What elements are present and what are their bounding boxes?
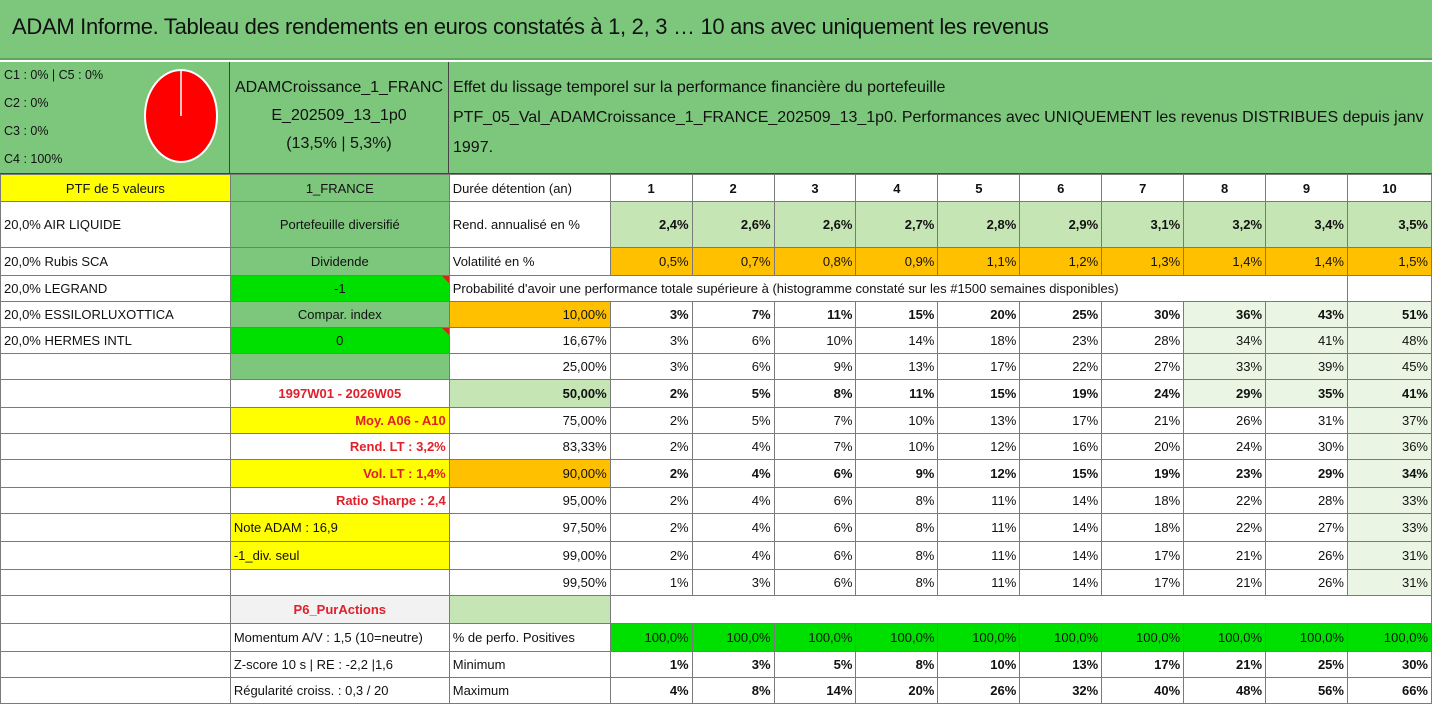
portfolio-name-1: ADAMCroissance_1_FRANC: [234, 79, 444, 96]
minimum-value: 1%: [610, 652, 692, 678]
vol-value: 1,1%: [938, 248, 1020, 276]
rend-value: 2,8%: [938, 202, 1020, 248]
proba-value: 17%: [1020, 408, 1102, 434]
proba-value: 26%: [1266, 542, 1348, 570]
proba-value: 28%: [1102, 328, 1184, 354]
indicator-cell: Dividende: [230, 248, 449, 276]
portfolio-size-label: PTF de 5 valeurs: [1, 175, 231, 202]
proba-value: 6%: [774, 460, 856, 488]
indicator-cell: Régularité croiss. : 0,3 / 20: [230, 678, 449, 704]
proba-value: 2%: [610, 460, 692, 488]
proba-value: 14%: [1020, 542, 1102, 570]
holding-label: [1, 514, 231, 542]
proba-value: 19%: [1102, 460, 1184, 488]
proba-value: 6%: [774, 514, 856, 542]
year-header: 1: [610, 175, 692, 202]
empty-cell: [1347, 276, 1431, 302]
proba-value: 8%: [856, 542, 938, 570]
year-header: 2: [692, 175, 774, 202]
proba-value: 27%: [1102, 354, 1184, 380]
holding-label: [1, 460, 231, 488]
indicator-cell: Rend. LT : 3,2%: [230, 434, 449, 460]
proba-value: 37%: [1347, 408, 1431, 434]
proba-value: 29%: [1266, 460, 1348, 488]
proba-value: 9%: [856, 460, 938, 488]
threshold-value: 90,00%: [449, 460, 610, 488]
rend-value: 3,1%: [1102, 202, 1184, 248]
holding-label: [1, 624, 231, 652]
year-header: 6: [1020, 175, 1102, 202]
positive-value: 100,0%: [1102, 624, 1184, 652]
vol-value: 0,7%: [692, 248, 774, 276]
proba-value: 11%: [774, 302, 856, 328]
proba-value: 4%: [692, 460, 774, 488]
proba-value: 14%: [856, 328, 938, 354]
positive-value: 100,0%: [1020, 624, 1102, 652]
table-row: [1, 408, 1432, 434]
holding-label: [1, 354, 231, 380]
indicator-cell: Vol. LT : 1,4%: [230, 460, 449, 488]
proba-value: 22%: [1184, 514, 1266, 542]
proba-value: 18%: [1102, 514, 1184, 542]
positive-value: 100,0%: [1266, 624, 1348, 652]
proba-value: 14%: [1020, 570, 1102, 596]
allocation-panel: [0, 62, 230, 174]
threshold-value: 99,00%: [449, 542, 610, 570]
proba-value: 6%: [774, 542, 856, 570]
proba-value: 4%: [692, 542, 774, 570]
proba-value: 18%: [1102, 488, 1184, 514]
vol-value: 1,5%: [1347, 248, 1431, 276]
threshold-value: 75,00%: [449, 408, 610, 434]
indicator-cell: [230, 570, 449, 596]
indicator-cell: 1997W01 - 2026W05: [230, 380, 449, 408]
holding-label: 20,0% AIR LIQUIDE: [1, 202, 231, 248]
proba-value: 6%: [692, 354, 774, 380]
proba-value: 13%: [856, 354, 938, 380]
year-header: 7: [1102, 175, 1184, 202]
holding-label: [1, 542, 231, 570]
holding-label: 20,0% HERMES INTL: [1, 328, 231, 354]
threshold-value: 10,00%: [449, 302, 610, 328]
table-row: [1, 488, 1432, 514]
proba-value: 26%: [1184, 408, 1266, 434]
portfolio-name-2: E_202509_13_1p0: [271, 107, 407, 124]
positive-value: 100,0%: [1347, 624, 1431, 652]
proba-value: 26%: [1266, 570, 1348, 596]
threshold-value: 25,00%: [449, 354, 610, 380]
indicator-cell: -1_div. seul: [230, 542, 449, 570]
description-line: 1997.: [453, 139, 494, 156]
proba-value: 31%: [1347, 570, 1431, 596]
proba-value: 2%: [610, 380, 692, 408]
positive-value: 100,0%: [610, 624, 692, 652]
description-line: Effet du lissage temporel sur la performance financière du portefeuille: [453, 79, 946, 96]
proba-value: 8%: [856, 570, 938, 596]
proba-value: 20%: [938, 302, 1020, 328]
positive-value: 100,0%: [692, 624, 774, 652]
maximum-value: 48%: [1184, 678, 1266, 704]
proba-value: 17%: [1102, 570, 1184, 596]
rend-value: 2,6%: [692, 202, 774, 248]
proba-value: 28%: [1266, 488, 1348, 514]
page-title: ADAM Informe. Tableau des rendements en euros constatés à 1, 2, 3 … 10 ans avec uniquement les revenus: [12, 14, 1049, 39]
proba-value: 22%: [1020, 354, 1102, 380]
proba-value: 41%: [1266, 328, 1348, 354]
threshold-value: 16,67%: [449, 328, 610, 354]
proba-value: 4%: [692, 488, 774, 514]
proba-value: 34%: [1347, 460, 1431, 488]
allocation-line: C2 : 0%: [4, 96, 49, 110]
proba-value: 17%: [938, 354, 1020, 380]
proba-value: 14%: [1020, 514, 1102, 542]
proba-value: 36%: [1184, 302, 1266, 328]
proba-value: 25%: [1020, 302, 1102, 328]
proba-value: 2%: [610, 514, 692, 542]
proba-value: 8%: [856, 488, 938, 514]
table-row: [1, 202, 1432, 248]
description-panel: [449, 62, 1432, 174]
year-header: 9: [1266, 175, 1348, 202]
positive-value: 100,0%: [938, 624, 1020, 652]
proba-value: 5%: [692, 408, 774, 434]
proba-value: 7%: [774, 434, 856, 460]
proba-value: 7%: [774, 408, 856, 434]
table-row: [1, 596, 1432, 624]
proba-value: 12%: [938, 434, 1020, 460]
table-row: [1, 328, 1432, 354]
indicator-cell: 1_FRANCE: [230, 175, 449, 202]
proba-value: 31%: [1266, 408, 1348, 434]
vol-value: 1,4%: [1266, 248, 1348, 276]
label-proba: Probabilité d'avoir une performance totale supérieure à (histogramme constaté sur les #1500 semaines disponibles): [449, 276, 1347, 302]
holding-label: [1, 678, 231, 704]
table-row: [1, 175, 1432, 202]
proba-value: 51%: [1347, 302, 1431, 328]
proba-value: 36%: [1347, 434, 1431, 460]
minimum-value: 21%: [1184, 652, 1266, 678]
year-header: 8: [1184, 175, 1266, 202]
proba-value: 7%: [692, 302, 774, 328]
proba-value: 11%: [938, 488, 1020, 514]
minimum-value: 17%: [1102, 652, 1184, 678]
year-header: 5: [938, 175, 1020, 202]
minimum-value: 3%: [692, 652, 774, 678]
vol-value: 1,3%: [1102, 248, 1184, 276]
indicator-cell: Z-score 10 s | RE : -2,2 |1,6: [230, 652, 449, 678]
vol-value: 0,5%: [610, 248, 692, 276]
indicator-cell: Moy. A06 - A10: [230, 408, 449, 434]
proba-value: 48%: [1347, 328, 1431, 354]
empty-cell: [449, 596, 610, 624]
proba-value: 29%: [1184, 380, 1266, 408]
positive-value: 100,0%: [856, 624, 938, 652]
portfolio-stats: (13,5% | 5,3%): [286, 135, 392, 152]
year-header: 4: [856, 175, 938, 202]
proba-value: 35%: [1266, 380, 1348, 408]
allocation-line: C3 : 0%: [4, 124, 49, 138]
proba-value: 3%: [610, 302, 692, 328]
rend-value: 2,9%: [1020, 202, 1102, 248]
proba-value: 1%: [610, 570, 692, 596]
indicator-cell: Compar. index: [230, 302, 449, 328]
proba-value: 23%: [1020, 328, 1102, 354]
positive-value: 100,0%: [774, 624, 856, 652]
proba-value: 10%: [856, 408, 938, 434]
proba-value: 41%: [1347, 380, 1431, 408]
allocation-line: C1 : 0% | C5 : 0%: [4, 68, 104, 82]
holding-label: [1, 596, 231, 624]
indicator-cell: [230, 354, 449, 380]
portfolio-header: [230, 62, 449, 174]
threshold-value: 83,33%: [449, 434, 610, 460]
rend-value: 2,6%: [774, 202, 856, 248]
threshold-value: 95,00%: [449, 488, 610, 514]
proba-value: 39%: [1266, 354, 1348, 380]
holding-label: 20,0% ESSILORLUXOTTICA: [1, 302, 231, 328]
maximum-value: 32%: [1020, 678, 1102, 704]
proba-value: 24%: [1184, 434, 1266, 460]
proba-value: 2%: [610, 542, 692, 570]
proba-value: 30%: [1102, 302, 1184, 328]
proba-value: 2%: [610, 434, 692, 460]
proba-value: 19%: [1020, 380, 1102, 408]
proba-value: 8%: [774, 380, 856, 408]
year-header: 3: [774, 175, 856, 202]
returns-table: [0, 174, 1432, 704]
proba-value: 6%: [774, 488, 856, 514]
proba-value: 21%: [1102, 408, 1184, 434]
proba-value: 8%: [856, 514, 938, 542]
proba-value: 16%: [1020, 434, 1102, 460]
holding-label: [1, 488, 231, 514]
table-row: [1, 460, 1432, 488]
proba-value: 11%: [938, 570, 1020, 596]
minimum-value: 13%: [1020, 652, 1102, 678]
proba-value: 15%: [1020, 460, 1102, 488]
rend-value: 3,2%: [1184, 202, 1266, 248]
maximum-value: 4%: [610, 678, 692, 704]
proba-value: 22%: [1184, 488, 1266, 514]
proba-value: 3%: [610, 354, 692, 380]
proba-value: 2%: [610, 408, 692, 434]
indicator-cell: Portefeuille diversifié: [230, 202, 449, 248]
indicator-cell: Momentum A/V : 1,5 (10=neutre): [230, 624, 449, 652]
threshold-value: 97,50%: [449, 514, 610, 542]
proba-value: 15%: [938, 380, 1020, 408]
table-row: [1, 302, 1432, 328]
maximum-value: 66%: [1347, 678, 1431, 704]
proba-value: 23%: [1184, 460, 1266, 488]
threshold-value: 99,50%: [449, 570, 610, 596]
minimum-value: 8%: [856, 652, 938, 678]
proba-value: 18%: [938, 328, 1020, 354]
indicator-cell: P6_PurActions: [230, 596, 449, 624]
proba-value: 9%: [774, 354, 856, 380]
rend-value: 2,4%: [610, 202, 692, 248]
proba-value: 34%: [1184, 328, 1266, 354]
proba-value: 11%: [938, 514, 1020, 542]
proba-value: 4%: [692, 514, 774, 542]
proba-value: 24%: [1102, 380, 1184, 408]
proba-value: 27%: [1266, 514, 1348, 542]
table-row: [1, 624, 1432, 652]
holding-label: [1, 380, 231, 408]
holding-label: [1, 434, 231, 460]
proba-value: 2%: [610, 488, 692, 514]
description-line: PTF_05_Val_ADAMCroissance_1_FRANCE_202509_13_1p0. Performances avec UNIQUEMENT les revenus DISTRIBUES depuis janv: [453, 109, 1424, 126]
proba-value: 14%: [1020, 488, 1102, 514]
label-duree: Durée détention (an): [449, 175, 610, 202]
proba-value: 6%: [692, 328, 774, 354]
allocation-line: C4 : 100%: [4, 152, 63, 166]
proba-value: 33%: [1347, 488, 1431, 514]
proba-value: 6%: [774, 570, 856, 596]
label-maximum: Maximum: [449, 678, 610, 704]
proba-value: 20%: [1102, 434, 1184, 460]
maximum-value: 20%: [856, 678, 938, 704]
minimum-value: 10%: [938, 652, 1020, 678]
threshold-value: 50,00%: [449, 380, 610, 408]
rend-value: 3,4%: [1266, 202, 1348, 248]
vol-value: 1,2%: [1020, 248, 1102, 276]
maximum-value: 56%: [1266, 678, 1348, 704]
table-row: [1, 542, 1432, 570]
proba-value: 21%: [1184, 542, 1266, 570]
proba-value: 30%: [1266, 434, 1348, 460]
table-row: [1, 354, 1432, 380]
maximum-value: 26%: [938, 678, 1020, 704]
proba-value: 11%: [856, 380, 938, 408]
indicator-cell: Note ADAM : 16,9: [230, 514, 449, 542]
proba-value: 11%: [938, 542, 1020, 570]
indicator-cell: Ratio Sharpe : 2,4: [230, 488, 449, 514]
minimum-value: 30%: [1347, 652, 1431, 678]
empty-cell: [610, 596, 1431, 624]
proba-value: 45%: [1347, 354, 1431, 380]
indicator-cell: -1: [230, 276, 449, 302]
year-header: 10: [1347, 175, 1431, 202]
title-bar: [0, 0, 1432, 60]
table-row: [1, 248, 1432, 276]
holding-label: 20,0% Rubis SCA: [1, 248, 231, 276]
label-rend: Rend. annualisé en %: [449, 202, 610, 248]
allocation-pie-chart: [143, 68, 219, 164]
vol-value: 0,9%: [856, 248, 938, 276]
table-row: [1, 434, 1432, 460]
minimum-value: 5%: [774, 652, 856, 678]
table-row: [1, 380, 1432, 408]
indicator-cell: 0: [230, 328, 449, 354]
proba-value: 3%: [610, 328, 692, 354]
table-row: [1, 276, 1432, 302]
proba-value: 10%: [856, 434, 938, 460]
label-vol: Volatilité en %: [449, 248, 610, 276]
proba-value: 17%: [1102, 542, 1184, 570]
rend-value: 3,5%: [1347, 202, 1431, 248]
proba-value: 33%: [1184, 354, 1266, 380]
proba-value: 10%: [774, 328, 856, 354]
minimum-value: 25%: [1266, 652, 1348, 678]
proba-value: 12%: [938, 460, 1020, 488]
proba-value: 4%: [692, 434, 774, 460]
vol-value: 0,8%: [774, 248, 856, 276]
table-row: [1, 514, 1432, 542]
holding-label: 20,0% LEGRAND: [1, 276, 231, 302]
rend-value: 2,7%: [856, 202, 938, 248]
holding-label: [1, 570, 231, 596]
maximum-value: 14%: [774, 678, 856, 704]
proba-value: 43%: [1266, 302, 1348, 328]
maximum-value: 8%: [692, 678, 774, 704]
label-minimum: Minimum: [449, 652, 610, 678]
proba-value: 13%: [938, 408, 1020, 434]
proba-value: 3%: [692, 570, 774, 596]
holding-label: [1, 652, 231, 678]
table-row: [1, 652, 1432, 678]
table-row: [1, 570, 1432, 596]
proba-value: 31%: [1347, 542, 1431, 570]
proba-value: 33%: [1347, 514, 1431, 542]
label-positives: % de perfo. Positives: [449, 624, 610, 652]
positive-value: 100,0%: [1184, 624, 1266, 652]
proba-value: 21%: [1184, 570, 1266, 596]
holding-label: [1, 408, 231, 434]
proba-value: 15%: [856, 302, 938, 328]
proba-value: 5%: [692, 380, 774, 408]
maximum-value: 40%: [1102, 678, 1184, 704]
vol-value: 1,4%: [1184, 248, 1266, 276]
table-row: [1, 678, 1432, 704]
